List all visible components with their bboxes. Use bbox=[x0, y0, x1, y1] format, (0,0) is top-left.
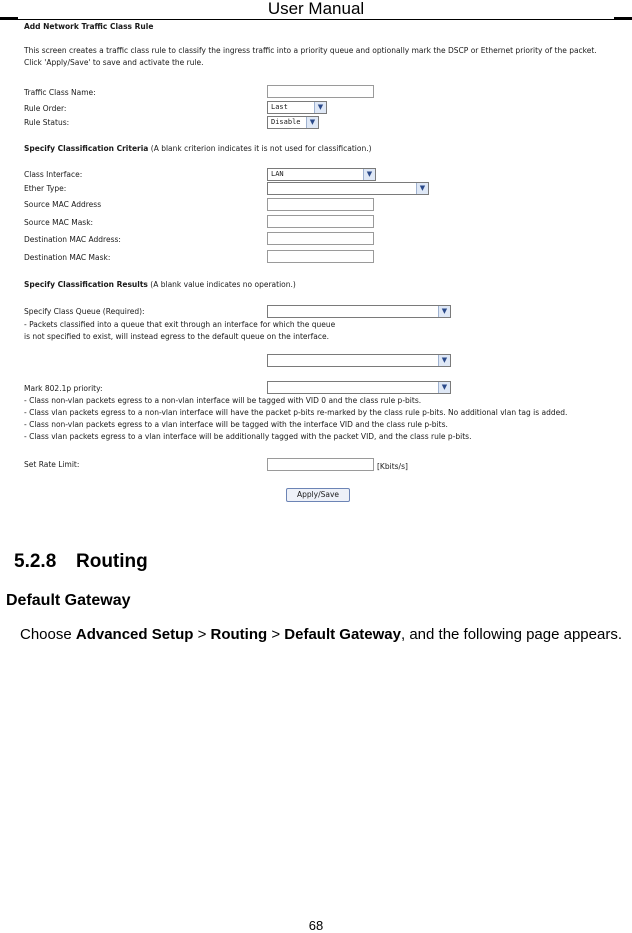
running-header: User Manual bbox=[267, 0, 365, 18]
priority-note: - Class vlan packets egress to a vlan interface will be additionally tagged with the packet VID, and the class rule p-bits. bbox=[24, 432, 472, 441]
chevron-down-icon: ▼ bbox=[416, 183, 428, 194]
chevron-down-icon: ▼ bbox=[314, 102, 326, 113]
class-queue-note-2: is not specified to exist, will instead egress to the default queue on the interface. bbox=[24, 332, 329, 341]
source-mac-address-label: Source MAC Address bbox=[24, 200, 102, 209]
para-tail: , and the following page appears. bbox=[401, 626, 622, 643]
source-mac-address-input[interactable] bbox=[267, 198, 374, 211]
section-number: 5.2.8 bbox=[14, 551, 57, 572]
body-paragraph bbox=[20, 622, 630, 647]
destination-mac-address-input[interactable] bbox=[267, 232, 374, 245]
ether-type-label: Ether Type: bbox=[24, 184, 67, 193]
criteria-heading: Specify Classification Criteria bbox=[24, 144, 149, 153]
class-interface-value: LAN bbox=[271, 170, 284, 178]
ether-type-select[interactable] bbox=[267, 182, 429, 195]
traffic-class-name-label: Traffic Class Name: bbox=[24, 88, 96, 97]
destination-mac-mask-input[interactable] bbox=[267, 250, 374, 263]
section-title: Routing bbox=[76, 551, 148, 572]
menu-separator: > bbox=[267, 626, 285, 643]
results-heading-line bbox=[24, 280, 296, 290]
class-queue-label: Specify Class Queue (Required): bbox=[24, 307, 145, 316]
section-heading bbox=[14, 551, 148, 573]
router-screenshot bbox=[18, 20, 614, 510]
page-number: 68 bbox=[308, 918, 324, 933]
criteria-heading-line bbox=[24, 144, 372, 154]
subsection-heading: Default Gateway bbox=[6, 592, 131, 609]
rule-order-select[interactable] bbox=[267, 101, 327, 114]
mark-priority-label: Mark 802.1p priority: bbox=[24, 384, 103, 393]
intro-line-2: Click 'Apply/Save' to save and activate the rule. bbox=[24, 58, 204, 67]
priority-note: - Class non-vlan packets egress to a non-vlan interface will be tagged with VID 0 and the class rule p-bits. bbox=[24, 396, 422, 405]
rate-limit-label: Set Rate Limit: bbox=[24, 460, 80, 469]
results-heading: Specify Classification Results bbox=[24, 280, 148, 289]
chevron-down-icon: ▼ bbox=[438, 355, 450, 366]
class-interface-label: Class Interface: bbox=[24, 170, 83, 179]
rule-status-label: Rule Status: bbox=[24, 118, 70, 127]
criteria-note: (A blank criterion indicates it is not used for classification.) bbox=[150, 144, 372, 153]
rate-limit-input[interactable] bbox=[267, 458, 374, 471]
screenshot-title: Add Network Traffic Class Rule bbox=[24, 22, 154, 31]
destination-mac-address-label: Destination MAC Address: bbox=[24, 235, 121, 244]
chevron-down-icon: ▼ bbox=[438, 382, 450, 393]
menu-routing: Routing bbox=[210, 626, 268, 643]
rate-limit-unit: [Kbits/s] bbox=[377, 462, 408, 471]
traffic-class-name-input[interactable] bbox=[267, 85, 374, 98]
class-interface-select[interactable] bbox=[267, 168, 376, 181]
menu-advanced-setup: Advanced Setup bbox=[75, 626, 194, 643]
rule-status-select[interactable] bbox=[267, 116, 319, 129]
class-queue-note-1: - Packets classified into a queue that exit through an interface for which the queue bbox=[24, 320, 336, 329]
class-queue-select[interactable] bbox=[267, 305, 451, 318]
source-mac-mask-label: Source MAC Mask: bbox=[24, 218, 94, 227]
rule-status-value: Disable bbox=[271, 118, 301, 126]
apply-save-button[interactable]: Apply/Save bbox=[286, 488, 350, 502]
menu-separator: > bbox=[193, 626, 211, 643]
rule-order-label: Rule Order: bbox=[24, 104, 67, 113]
destination-mac-mask-label: Destination MAC Mask: bbox=[24, 253, 111, 262]
second-queue-select[interactable] bbox=[267, 354, 451, 367]
para-choose: Choose bbox=[20, 626, 76, 643]
chevron-down-icon: ▼ bbox=[363, 169, 375, 180]
priority-note: - Class vlan packets egress to a non-vlan interface will have the packet p-bits re-marked by the class rule p-bits. No additional vlan tag is added. bbox=[24, 408, 568, 417]
menu-default-gateway: Default Gateway bbox=[284, 626, 401, 643]
source-mac-mask-input[interactable] bbox=[267, 215, 374, 228]
mark-priority-select[interactable] bbox=[267, 381, 451, 394]
results-note: (A blank value indicates no operation.) bbox=[150, 280, 296, 289]
chevron-down-icon: ▼ bbox=[438, 306, 450, 317]
rule-order-value: Last bbox=[271, 103, 288, 111]
priority-note: - Class non-vlan packets egress to a vlan interface will be tagged with the interface VID and the class rule p-bits. bbox=[24, 420, 448, 429]
intro-line-1: This screen creates a traffic class rule to classify the ingress traffic into a priority queue and optionally mark the DSCP or Ethernet priority of the packet. bbox=[24, 46, 597, 55]
header-rule-tick-right bbox=[614, 17, 632, 19]
chevron-down-icon: ▼ bbox=[306, 117, 318, 128]
